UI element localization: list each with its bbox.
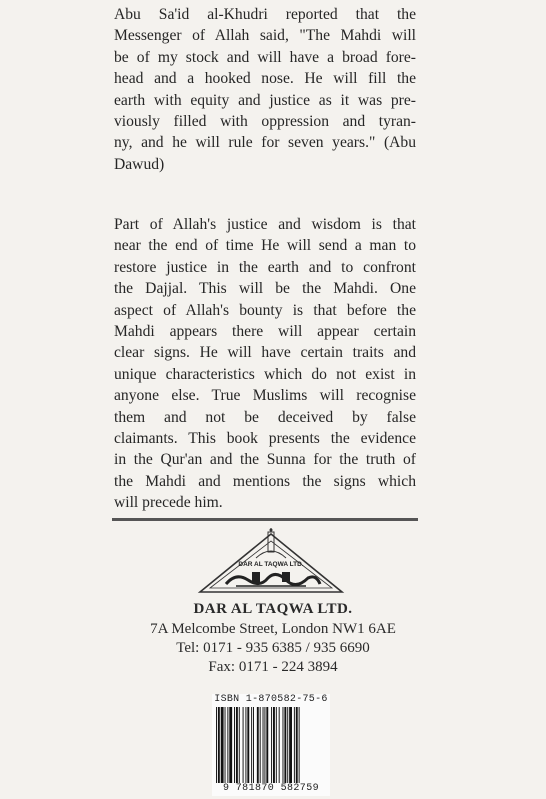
ean-number: 9 781870 582759: [212, 783, 330, 794]
publisher-address: 7A Melcombe Street, London NW1 6AE: [150, 621, 396, 637]
description-line: unique characteristics which do not exist in: [114, 365, 416, 383]
publisher-telephone: Tel: 0171 - 935 6385 / 935 6690: [176, 640, 370, 656]
description-line: the Mahdi and mentions the signs which: [114, 472, 416, 490]
description-line: them and not be deceived by false: [114, 408, 416, 426]
description-line: in the Qur'an and the Sunna for the truth of: [114, 451, 416, 469]
description-line: near the end of time He will send a man to: [114, 237, 416, 255]
quote-line: ny, and he will rule for seven years." (Abu: [114, 134, 416, 152]
isbn-barcode: [212, 694, 330, 796]
quote-line: head and a hooked nose. He will fill the: [114, 70, 416, 88]
description-line: aspect of Allah's bounty is that before the: [114, 301, 416, 319]
quote-line: Messenger of Allah said, "The Mahdi will: [114, 27, 416, 45]
publisher-fax: Fax: 0171 - 224 3894: [208, 659, 338, 675]
divider-rule: [112, 518, 418, 521]
book-description: [114, 214, 416, 514]
quote-line: viously filled with oppression and tyran-: [114, 113, 416, 131]
quote-line: Dawud): [114, 155, 165, 173]
publisher-name: DAR AL TAQWA LTD.: [193, 601, 353, 617]
quote-line: earth with equity and justice as it was pre-: [114, 91, 416, 109]
barcode-bars-icon: [216, 707, 326, 787]
description-line: will precede him.: [114, 494, 223, 512]
description-line: clear signs. He will have certain traits and: [114, 344, 416, 362]
hadith-quote: [114, 4, 416, 175]
quote-line: be of my stock and will have a broad fore-: [114, 48, 416, 66]
description-line: anyone else. True Muslims will recognise: [114, 387, 416, 405]
quote-line: Abu Sa'id al-Khudri reported that the: [114, 6, 416, 23]
logo-text: DAR AL TAQWA LTD.: [238, 561, 304, 568]
dar-al-taqwa-logo-icon: [196, 528, 346, 596]
description-line: Mahdi appears there will appear certain: [114, 323, 416, 341]
description-line: claimants. This book presents the evidence: [114, 430, 416, 448]
isbn-label: ISBN 1-870582-75-6: [214, 694, 328, 705]
description-line: the Dajjal. This will be the Mahdi. One: [114, 280, 416, 298]
description-line: restore justice in the earth and to confront: [114, 258, 416, 276]
description-line: Part of Allah's justice and wisdom is that: [114, 216, 416, 233]
